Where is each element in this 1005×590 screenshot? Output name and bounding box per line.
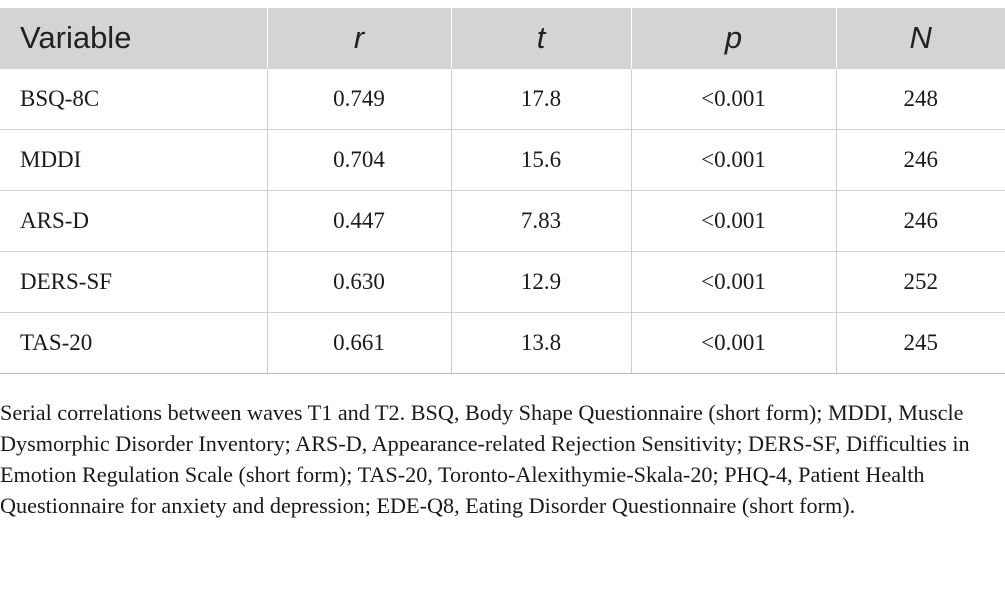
table-header-row (0, 8, 1005, 69)
cell-variable: BSQ-8C (0, 69, 267, 130)
cell-r: 0.704 (267, 130, 451, 191)
table-row (0, 191, 1005, 252)
header-t: t (451, 8, 631, 69)
cell-variable: DERS-SF (0, 252, 267, 313)
cell-p: <0.001 (631, 191, 836, 252)
cell-n: 246 (836, 130, 1005, 191)
cell-p: <0.001 (631, 252, 836, 313)
cell-r: 0.661 (267, 313, 451, 374)
table-row (0, 130, 1005, 191)
table-row (0, 69, 1005, 130)
table-row (0, 252, 1005, 313)
header-p: p (631, 8, 836, 69)
cell-t: 13.8 (451, 313, 631, 374)
serial-correlation-table (0, 8, 1005, 374)
cell-variable: MDDI (0, 130, 267, 191)
cell-t: 7.83 (451, 191, 631, 252)
header-r: r (267, 8, 451, 69)
cell-variable: ARS-D (0, 191, 267, 252)
cell-n: 246 (836, 191, 1005, 252)
cell-variable: TAS-20 (0, 313, 267, 374)
cell-p: <0.001 (631, 130, 836, 191)
correlation-table-container (0, 8, 1005, 374)
cell-n: 252 (836, 252, 1005, 313)
header-n: N (836, 8, 1005, 69)
cell-t: 17.8 (451, 69, 631, 130)
cell-r: 0.630 (267, 252, 451, 313)
cell-t: 12.9 (451, 252, 631, 313)
table-row (0, 313, 1005, 374)
header-variable: Variable (0, 8, 267, 69)
cell-p: <0.001 (631, 313, 836, 374)
cell-r: 0.447 (267, 191, 451, 252)
table-footnote: Serial correlations between waves T1 and T2. BSQ, Body Shape Questionnaire (short form); MDDI, Muscle Dysmorphic Disorder Inventory; ARS-D, Appearance-related Rejection Sensitivity; DERS-SF, Difficulties in Emotion Regulation Scale (short form); TAS-20, Toronto-Alexithymie-Skala-20; PHQ-4, Patient Health Questionnaire for anxiety and depression; EDE-Q8, Eating Disorder Questionnaire (short form). (0, 400, 970, 518)
cell-n: 245 (836, 313, 1005, 374)
cell-p: <0.001 (631, 69, 836, 130)
cell-r: 0.749 (267, 69, 451, 130)
cell-t: 15.6 (451, 130, 631, 191)
cell-n: 248 (836, 69, 1005, 130)
